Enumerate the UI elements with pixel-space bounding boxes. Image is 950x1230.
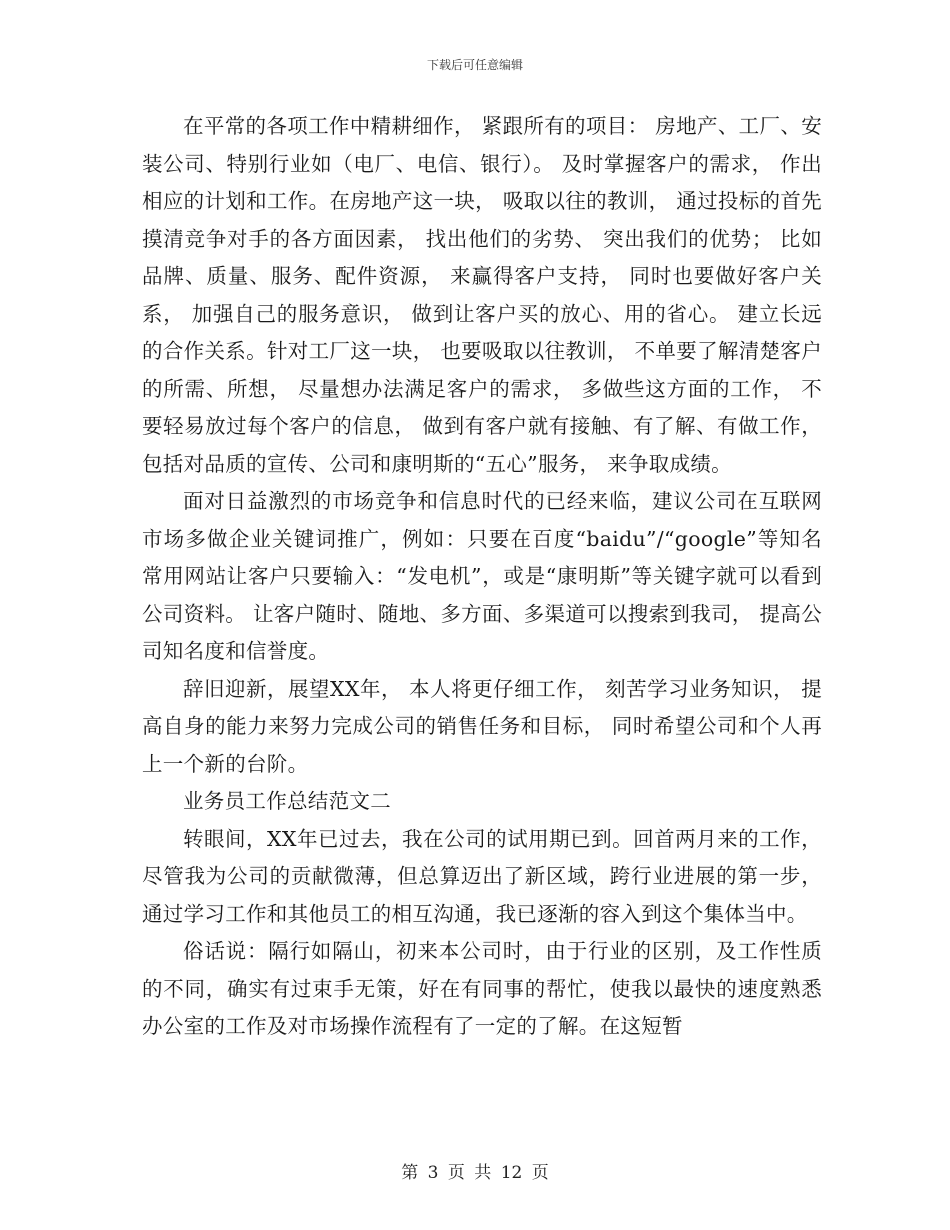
- paragraph-5: 俗话说：隔行如隔山，初来本公司时，由于行业的区别，及工作性质的不同，确实有过束手无策，好在有同事的帮忙，使我以最快的速度熟悉办公室的工作及对市场操作流程有了一定的了解。在这短暂: [142, 939, 822, 1038]
- page-header-note: 下载后可任意编辑: [426, 58, 523, 72]
- paragraph-2: 面对日益激烈的市场竞争和信息时代的已经来临，建议公司在互联网市场多做企业关键词推广，例如：只要在百度“baidu”/“google”等知名常用网站让客户只要输入：“发电机”，或是“康明斯”等关键字就可以看到公司资料。 让客户随时、随地、多方面、多渠道可以搜索到我司， 提高公司知名度和信誉度。: [142, 489, 822, 663]
- section-heading: 业务员工作总结范文二: [183, 789, 391, 813]
- paragraph-1: 在平常的各项工作中精耕细作， 紧跟所有的项目： 房地产、工厂、安装公司、特别行业如（电厂、电信、银行）。 及时掌握客户的需求， 作出相应的计划和工作。在房地产这一块， 吸取以往的教训， 通过投标的首先摸清竞争对手的各方面因素， 找出他们的劣势、 突出我们的优势； 比如品牌、质量、服务、配件资源， 来赢得客户支持， 同时也要做好客户关系， 加强自己的服务意识， 做到让客户买的放心、用的省心。 建立长远的合作关系。针对工厂这一块， 也要吸取以往教训， 不单要了解清楚客户的所需、所想， 尽量想办法满足客户的需求， 多做些这方面的工作， 不要轻易放过每个客户的信息， 做到有客户就有接触、有了解、有做工作， 包括对品质的宣传、公司和康明斯的“五心”服务， 来争取成绩。: [142, 114, 822, 476]
- paragraph-3: 辞旧迎新，展望XX年， 本人将更仔细工作， 刻苦学习业务知识， 提高自身的能力来努力完成公司的销售任务和目标， 同时希望公司和个人再上一个新的台阶。: [142, 676, 822, 776]
- document-body: [142, 108, 822, 1046]
- paragraph-4: 转眼间，XX年已过去，我在公司的试用期已到。回首两月来的工作，尽管我为公司的贡献微薄，但总算迈出了新区域，跨行业进展的第一步，通过学习工作和其他员工的相互沟通，我已逐渐的容入到这个集体当中。: [142, 826, 822, 926]
- page-number: 第 3 页 共 12 页: [401, 1163, 549, 1183]
